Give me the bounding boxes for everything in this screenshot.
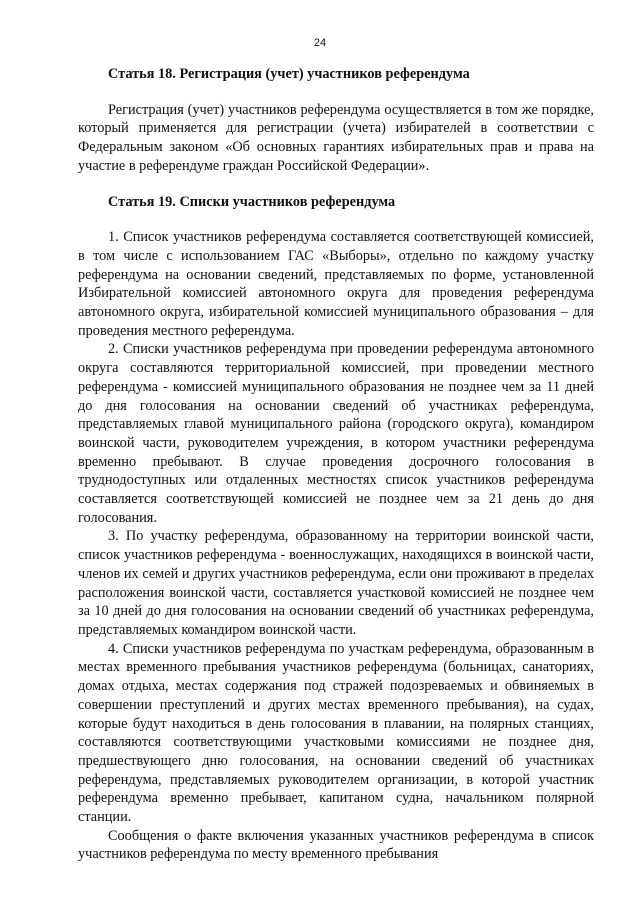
page-number: 24 — [313, 37, 327, 49]
article-19-paragraph-3: 3. По участку референдума, образованному на территории воинской части, список участников референдума - военнослужащих, находящихся в воинской части, членов их семей и других участников референдума, если они проживают в пределах расположения воинской части, составляется участковой комиссией не позднее чем за 10 дней до дня голосования на основании сведений об участниках референдума, представляемых командиром воинской части. — [78, 528, 594, 638]
document-body — [78, 65, 594, 864]
article-18-heading: Статья 18. Регистрация (учет) участников референдума — [108, 66, 470, 82]
article-19-paragraph-1: 1. Список участников референдума составляется соответствующей комиссией, в том числе с использованием ГАС «Выборы», отдельно по каждому участку референдума на основании сведений, представляемых по форме, установленной Избирательной комиссией автономного округа для проведения референдума автономного округа, избирательной комиссией муниципального образования – для проведения местного референдума. — [78, 229, 594, 339]
article-19-heading: Статья 19. Списки участников референдума — [108, 193, 396, 210]
article-19-paragraph-2: 2. Списки участников референдума при проведении референдума автономного округа составляются территориальной комиссией, при проведении местного референдума - комиссией муниципального образования не позднее чем за 11 дней до дня голосования на основании сведений об участниках референдума, представляемых главой муниципального района (городского округа), командиром воинской части, руководителем учреждения, в котором участники референдума временно пребывают. В случае проведения досрочного голосования в труднодоступных или отдаленных местностях список участников референдума составляется соответствующей комиссией не позднее чем за 21 день до дня голосования. — [78, 341, 594, 526]
article-19-paragraph-5: Сообщения о факте включения указанных участников референдума в список участников референдума по месту временного пребывания — [78, 827, 594, 863]
article-18-paragraph: Регистрация (учет) участников референдума осуществляется в том же порядке, который применяется для регистрации (учета) избирателей в соответствии с Федеральным законом «Об основных гарантиях избирательных прав и права на участие в референдуме граждан Российской Федерации». — [78, 101, 594, 174]
article-19-paragraph-4: 4. Списки участников референдума по участкам референдума, образованным в местах временного пребывания участников референдума (больницах, санаториях, домах отдыха, местах содержания под стражей подозреваемых и обвиняемых в совершении преступлений и других местах временного пребывания), на судах, которые будут находиться в день голосования в плавании, на полярных станциях, составляются соответствующими участковыми комиссиями не позднее дня, предшествующего дню голосования, на основании сведений об участниках референдума, представляемых руководителем организации, в которой участник референдума временно пребывает, капитаном судна, начальником полярной станции. — [78, 640, 594, 826]
